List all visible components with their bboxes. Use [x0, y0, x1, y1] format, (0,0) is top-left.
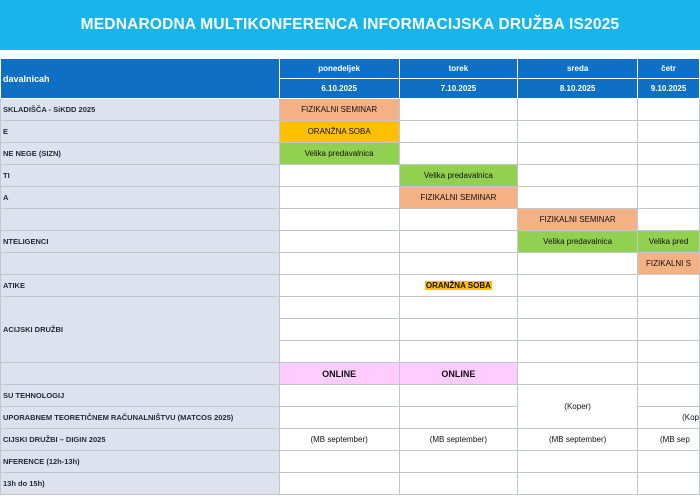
- row-label: [1, 209, 280, 231]
- row-label: UPORABNEM TEORETIČNEM RAČUNALNIŠTVU (MATCOS 2025): [1, 407, 280, 429]
- event-cell: [399, 451, 518, 473]
- event-cell: FIZIKALNI SEMINAR: [279, 99, 399, 121]
- table-row: [1, 209, 700, 231]
- row-label: NTELIGENCI: [1, 231, 280, 253]
- event-cell: [638, 187, 700, 209]
- table-row: [1, 231, 700, 253]
- day-date-thursday: 9.10.2025: [638, 79, 700, 99]
- event-cell: [399, 385, 518, 407]
- event-cell: [638, 143, 700, 165]
- table-row: [1, 165, 700, 187]
- event-cell: [518, 473, 638, 495]
- event-cell: [279, 253, 399, 275]
- event-cell: ORANŽNA SOBA: [279, 121, 399, 143]
- event-cell: [518, 451, 638, 473]
- event-cell: [399, 297, 518, 319]
- table-row: [1, 297, 700, 319]
- event-cell: [279, 165, 399, 187]
- row-label: A: [1, 187, 280, 209]
- event-cell: [638, 275, 700, 297]
- event-cell: [399, 253, 518, 275]
- event-cell: (MB september): [399, 429, 518, 451]
- row-label: [1, 363, 280, 385]
- event-cell: [518, 187, 638, 209]
- row-label: [1, 253, 280, 275]
- event-cell: FIZIKALNI SEMINAR: [399, 187, 518, 209]
- event-cell: [638, 319, 700, 341]
- event-cell: [638, 451, 700, 473]
- table-row: [1, 385, 700, 407]
- event-cell: [518, 253, 638, 275]
- event-cell: [399, 231, 518, 253]
- room-highlight: ORANŽNA SOBA: [425, 281, 491, 290]
- day-date-monday: 6.10.2025: [279, 79, 399, 99]
- event-cell: [518, 363, 638, 385]
- day-name-thursday: četr: [638, 59, 700, 79]
- event-cell: [399, 99, 518, 121]
- event-cell: [518, 121, 638, 143]
- event-cell: [638, 341, 700, 363]
- page-title: MEDNARODNA MULTIKONFERENCA INFORMACIJSKA DRUŽBA IS2025: [0, 0, 700, 50]
- event-cell: (Kop: [638, 407, 700, 429]
- table-row: [1, 473, 700, 495]
- event-cell: [518, 297, 638, 319]
- event-cell: [518, 319, 638, 341]
- event-cell: [638, 121, 700, 143]
- row-label: SU TEHNOLOGIJ: [1, 385, 280, 407]
- event-cell: [399, 275, 518, 297]
- event-cell: [518, 143, 638, 165]
- event-cell: [399, 209, 518, 231]
- row-label: TI: [1, 165, 280, 187]
- event-cell: [399, 121, 518, 143]
- event-cell: [279, 341, 399, 363]
- row-label: ACIJSKI DRUŽBI: [1, 297, 280, 363]
- event-cell: (Koper): [518, 385, 638, 429]
- table-row: [1, 121, 700, 143]
- column-header-label: davalnicah: [1, 59, 280, 99]
- event-cell: [399, 473, 518, 495]
- event-cell: Velika pred: [638, 231, 700, 253]
- event-cell: Velika predavalnica: [399, 165, 518, 187]
- table-row: [1, 187, 700, 209]
- event-cell: [399, 143, 518, 165]
- row-label: SKLADIŠČA - SiKDD 2025: [1, 99, 280, 121]
- event-cell: ONLINE: [399, 363, 518, 385]
- event-cell: [638, 473, 700, 495]
- event-cell: [279, 297, 399, 319]
- event-cell: ONLINE: [279, 363, 399, 385]
- event-cell: FIZIKALNI SEMINAR: [518, 209, 638, 231]
- event-cell: [518, 99, 638, 121]
- event-cell: [518, 275, 638, 297]
- event-cell: [638, 165, 700, 187]
- event-cell: [638, 209, 700, 231]
- event-cell: [279, 385, 399, 407]
- day-name-tuesday: torek: [399, 59, 518, 79]
- event-cell: [279, 451, 399, 473]
- event-cell: [399, 341, 518, 363]
- event-cell: [279, 187, 399, 209]
- row-label: NFERENCE (12h-13h): [1, 451, 280, 473]
- table-row: [1, 363, 700, 385]
- row-label: CIJSKI DRUŽBI – DIGIN 2025: [1, 429, 280, 451]
- event-cell: (MB sep: [638, 429, 700, 451]
- event-cell: [518, 341, 638, 363]
- day-name-wednesday: sreda: [518, 59, 638, 79]
- row-label: 13h do 15h): [1, 473, 280, 495]
- event-cell: [638, 363, 700, 385]
- table-row: [1, 429, 700, 451]
- event-cell: [279, 407, 399, 429]
- event-cell: [638, 297, 700, 319]
- event-cell: [279, 275, 399, 297]
- table-row: [1, 143, 700, 165]
- event-cell: [399, 407, 518, 429]
- table-row: [1, 451, 700, 473]
- row-label: E: [1, 121, 280, 143]
- row-label: NE NEGE (SIZN): [1, 143, 280, 165]
- event-cell: [638, 99, 700, 121]
- row-label: ATIKE: [1, 275, 280, 297]
- event-cell: (MB september): [279, 429, 399, 451]
- event-cell: [518, 165, 638, 187]
- event-cell: [279, 473, 399, 495]
- event-cell: Velika predavalnica: [518, 231, 638, 253]
- event-cell: Velika predavalnica: [279, 143, 399, 165]
- event-cell: [279, 319, 399, 341]
- day-date-tuesday: 7.10.2025: [399, 79, 518, 99]
- event-cell: [399, 319, 518, 341]
- day-date-wednesday: 8.10.2025: [518, 79, 638, 99]
- event-cell: (MB september): [518, 429, 638, 451]
- event-cell: FIZIKALNI S: [638, 253, 700, 275]
- day-name-monday: ponedeljek: [279, 59, 399, 79]
- event-cell: [638, 385, 700, 407]
- table-row: [1, 253, 700, 275]
- table-row: [1, 99, 700, 121]
- event-cell: [279, 231, 399, 253]
- event-cell: [279, 209, 399, 231]
- table-row: [1, 275, 700, 297]
- schedule-table: [0, 58, 700, 495]
